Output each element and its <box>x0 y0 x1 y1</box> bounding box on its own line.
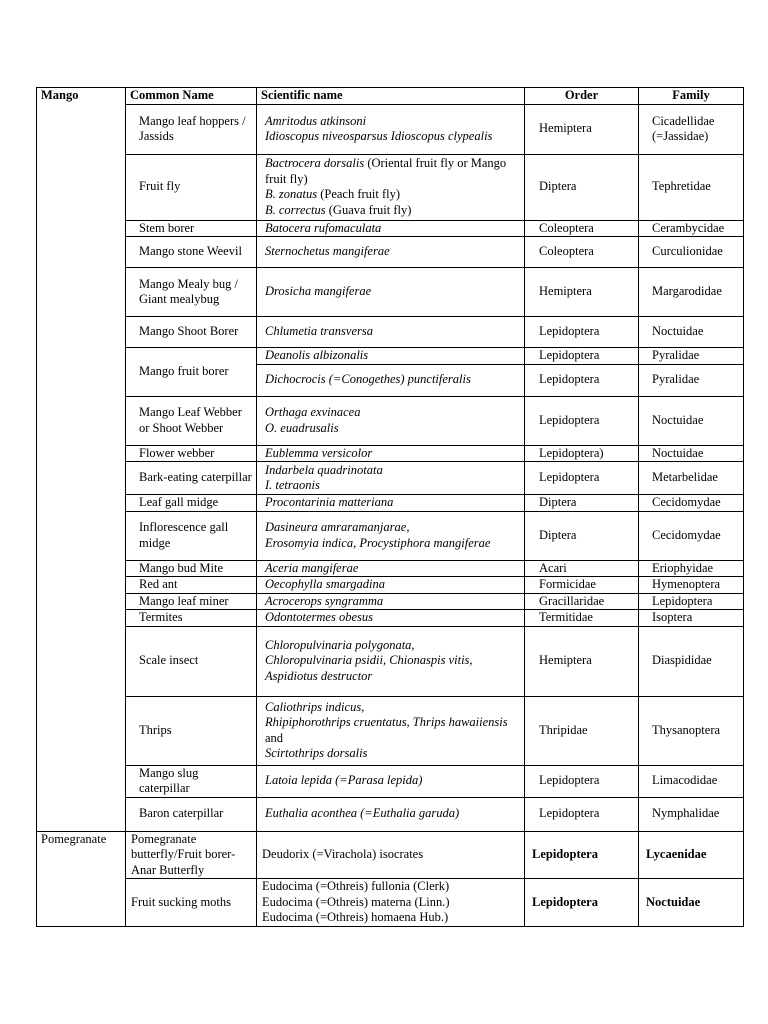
scientific-name-line: B. zonatus (Peach fruit fly) <box>265 187 401 201</box>
scientific-name-cell <box>257 268 525 317</box>
order-cell: Gracillaridae <box>525 593 639 610</box>
order-cell: Diptera <box>525 154 639 220</box>
scientific-name-cell <box>257 831 525 879</box>
crop-cell-mango: Mango <box>37 88 126 832</box>
scientific-name-cell <box>257 765 525 797</box>
family-cell: Margarodidae <box>639 268 744 317</box>
common-name-cell: Baron caterpillar <box>126 797 257 831</box>
scientific-name-line: Idioscopus niveosparsus Idioscopus clypealis <box>265 129 493 143</box>
common-name-cell: Mango Mealy bug / Giant mealybug <box>126 268 257 317</box>
scientific-name-line: Indarbela quadrinotata <box>265 462 383 477</box>
table-row <box>37 560 744 577</box>
family-cell: Noctuidae <box>639 445 744 462</box>
scientific-name-line: Caliothrips indicus, <box>265 699 365 714</box>
scientific-name-cell <box>257 797 525 831</box>
scientific-name-line: Scirtothrips dorsalis <box>265 746 368 760</box>
scientific-name-cell <box>257 364 525 396</box>
order-cell: Hemiptera <box>525 268 639 317</box>
scientific-name-cell <box>257 317 525 348</box>
scientific-name-line: Deudorix (=Virachola) isocrates <box>262 847 424 861</box>
order-cell: Diptera <box>525 511 639 560</box>
common-name-cell: Inflorescence gall midge <box>126 511 257 560</box>
scientific-name-line: Acrocerops syngramma <box>265 593 384 608</box>
order-cell: Lepidoptera <box>525 765 639 797</box>
order-cell: Formicidae <box>525 577 639 594</box>
family-cell: Nymphalidae <box>639 797 744 831</box>
table-row <box>37 511 744 560</box>
scientific-name-line: Dasineura amraramanjarae, <box>265 520 410 534</box>
common-name-cell: Leaf gall midge <box>126 495 257 512</box>
scientific-name-cell <box>257 511 525 560</box>
scientific-name-cell <box>257 696 525 765</box>
table-row <box>37 104 744 154</box>
common-name-cell: Mango leaf hoppers / Jassids <box>126 104 257 154</box>
scientific-name-line: Eudocima (=Othreis) materna (Linn.) <box>262 894 450 909</box>
pest-table <box>36 87 744 927</box>
scientific-name-cell <box>257 237 525 268</box>
family-cell: Cecidomydae <box>639 495 744 512</box>
family-cell: Pyralidae <box>639 364 744 396</box>
scientific-name-line: Eublemma versicolor <box>265 445 373 460</box>
family-cell: Eriophyidae <box>639 560 744 577</box>
order-cell: Lepidoptera <box>525 462 639 495</box>
order-cell: Lepidoptera <box>525 364 639 396</box>
scientific-name-line: Chloropulvinaria polygonata, <box>265 637 415 652</box>
scientific-name-line: Drosicha mangiferae <box>265 284 372 299</box>
crop-cell-pomegranate: Pomegranate <box>37 831 126 927</box>
table-row <box>37 626 744 696</box>
header-common-name: Common Name <box>126 88 257 105</box>
order-cell: Termitidae <box>525 610 639 627</box>
scientific-name-line: Chloropulvinaria psidii, Chionaspis vitis, <box>265 653 473 668</box>
scientific-name-line: Euthalia aconthea (=Euthalia garuda) <box>265 806 460 821</box>
scientific-name-line: Orthaga exvinacea <box>265 405 361 419</box>
common-name-cell: Termites <box>126 610 257 627</box>
common-name-cell: Fruit sucking moths <box>126 879 257 927</box>
table-row <box>37 268 744 317</box>
scientific-name-line: Chlumetia transversa <box>265 324 373 339</box>
scientific-name-line: Odontotermes obesus <box>265 610 373 624</box>
order-cell: Lepidoptera <box>525 396 639 445</box>
family-cell: Limacodidae <box>639 765 744 797</box>
order-cell: Hemiptera <box>525 626 639 696</box>
header-row <box>37 88 744 105</box>
scientific-name-cell <box>257 610 525 627</box>
table-row <box>37 696 744 765</box>
scientific-name-cell <box>257 396 525 445</box>
scientific-name-line: B. correctus (Guava fruit fly) <box>265 202 412 217</box>
family-cell: Diaspididae <box>639 626 744 696</box>
common-name-cell: Mango Leaf Webber or Shoot Webber <box>126 396 257 445</box>
family-cell: Tephretidae <box>639 154 744 220</box>
scientific-name-line: Oecophylla smargadina <box>265 577 386 591</box>
table-row <box>37 348 744 365</box>
common-name-cell: Mango bud Mite <box>126 560 257 577</box>
scientific-name-cell <box>257 560 525 577</box>
scientific-name-line: Batocera rufomaculata <box>265 220 382 235</box>
family-cell: Lycaenidae <box>639 831 744 879</box>
scientific-name-line: Deanolis albizonalis <box>265 348 369 362</box>
scientific-name-cell <box>257 593 525 610</box>
table-row <box>37 445 744 462</box>
family-cell: Lepidoptera <box>639 593 744 610</box>
scientific-name-cell <box>257 220 525 237</box>
order-cell: Hemiptera <box>525 104 639 154</box>
header-order: Order <box>525 88 639 105</box>
family-cell: Noctuidae <box>639 879 744 927</box>
scientific-name-line: Erosomyia indica, Procystiphora mangiferae <box>265 535 491 550</box>
table-row <box>37 765 744 797</box>
common-name-cell: Mango leaf miner <box>126 593 257 610</box>
common-name-cell: Mango fruit borer <box>126 348 257 397</box>
table-row <box>37 237 744 268</box>
scientific-name-cell <box>257 445 525 462</box>
table-row <box>37 396 744 445</box>
table-row <box>37 462 744 495</box>
table-row <box>37 831 744 879</box>
table-row <box>37 495 744 512</box>
scientific-name-cell <box>257 462 525 495</box>
order-cell: Lepidoptera <box>525 348 639 365</box>
common-name-cell: Scale insect <box>126 626 257 696</box>
family-cell: Curculionidae <box>639 237 744 268</box>
scientific-name-line: I. tetraonis <box>265 478 320 492</box>
common-name-cell: Thrips <box>126 696 257 765</box>
order-cell: Coleoptera <box>525 237 639 268</box>
table-row <box>37 593 744 610</box>
family-cell: Isoptera <box>639 610 744 627</box>
table-row <box>37 154 744 220</box>
table-row <box>37 220 744 237</box>
common-name-cell: Pomegranate butterfly/Fruit borer-Anar Butterfly <box>126 831 257 879</box>
common-name-cell: Flower webber <box>126 445 257 462</box>
scientific-name-line: Procontarinia matteriana <box>265 495 394 509</box>
scientific-name-cell <box>257 154 525 220</box>
family-cell: Noctuidae <box>639 396 744 445</box>
scientific-name-cell <box>257 495 525 512</box>
common-name-cell: Mango stone Weevil <box>126 237 257 268</box>
order-cell: Lepidoptera) <box>525 445 639 462</box>
scientific-name-line: Rhipiphorothrips cruentatus, Thrips hawaiiensis and <box>265 715 508 745</box>
family-cell: Noctuidae <box>639 317 744 348</box>
scientific-name-cell <box>257 577 525 594</box>
common-name-cell: Red ant <box>126 577 257 594</box>
order-cell: Lepidoptera <box>525 317 639 348</box>
common-name-cell: Mango Shoot Borer <box>126 317 257 348</box>
order-cell: Coleoptera <box>525 220 639 237</box>
table-row <box>37 879 744 927</box>
table-row <box>37 610 744 627</box>
order-cell: Lepidoptera <box>525 879 639 927</box>
scientific-name-line: Eudocima (=Othreis) homaena Hub.) <box>262 910 449 925</box>
common-name-cell: Stem borer <box>126 220 257 237</box>
scientific-name-cell <box>257 348 525 365</box>
scientific-name-line: Eudocima (=Othreis) fullonia (Clerk) <box>262 879 450 894</box>
scientific-name-line: Dichocrocis (=Conogethes) punctiferalis <box>265 372 471 387</box>
common-name-cell: Bark-eating caterpillar <box>126 462 257 495</box>
family-cell: Pyralidae <box>639 348 744 365</box>
scientific-name-cell <box>257 104 525 154</box>
scientific-name-line: Latoia lepida (=Parasa lepida) <box>265 773 423 788</box>
table-row <box>37 317 744 348</box>
scientific-name-line: Sternochetus mangiferae <box>265 244 390 259</box>
scientific-name-line: Bactrocera dorsalis (Oriental fruit fly or Mango fruit fly) <box>265 156 507 186</box>
scientific-name-line: Aspidiotus destructor <box>265 668 373 683</box>
family-cell: Cicadellidae (=Jassidae) <box>639 104 744 154</box>
order-cell: Diptera <box>525 495 639 512</box>
order-cell: Acari <box>525 560 639 577</box>
scientific-name-cell <box>257 879 525 927</box>
common-name-cell: Fruit fly <box>126 154 257 220</box>
common-name-cell: Mango slug caterpillar <box>126 765 257 797</box>
table-row <box>37 577 744 594</box>
scientific-name-cell <box>257 626 525 696</box>
header-scientific-name: Scientific name <box>257 88 525 105</box>
family-cell: Metarbelidae <box>639 462 744 495</box>
table-row <box>37 797 744 831</box>
family-cell: Hymenoptera <box>639 577 744 594</box>
scientific-name-line: O. euadrusalis <box>265 420 339 435</box>
header-family: Family <box>639 88 744 105</box>
order-cell: Lepidoptera <box>525 831 639 879</box>
family-cell: Cecidomydae <box>639 511 744 560</box>
family-cell: Thysanoptera <box>639 696 744 765</box>
order-cell: Thripidae <box>525 696 639 765</box>
family-cell: Cerambycidae <box>639 220 744 237</box>
order-cell: Lepidoptera <box>525 797 639 831</box>
scientific-name-line: Amritodus atkinsoni <box>265 113 367 128</box>
scientific-name-line: Aceria mangiferae <box>265 560 359 575</box>
